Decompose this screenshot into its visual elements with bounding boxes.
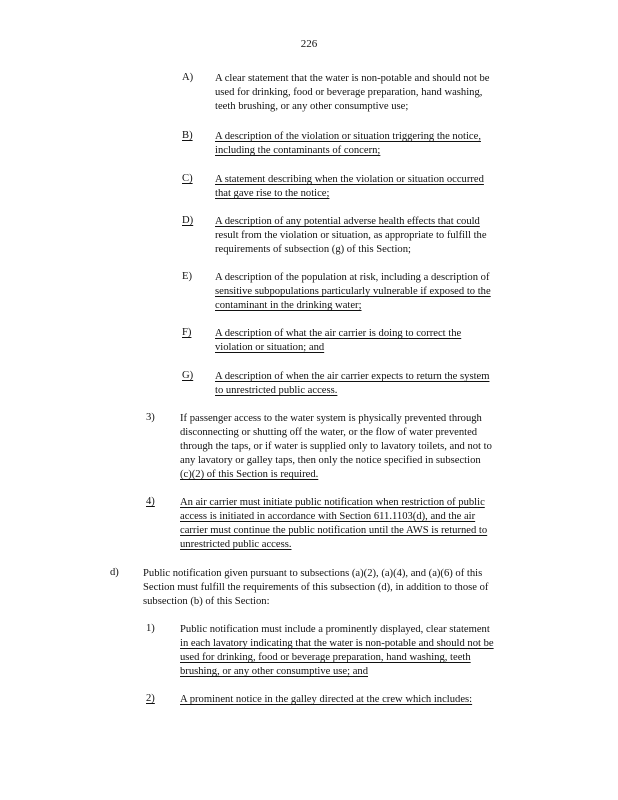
item-text: A clear statement that the water is non-potable and should not be used for drinking, food or beverage preparation, hand washing, teeth brushing, or any other consumptive use; xyxy=(215,73,490,112)
item-text: A description of the population at risk, including a description of sensitive subpopulations particularly vulnerable if exposed to the contaminant in the drinking water; xyxy=(215,272,491,311)
item-label: A) xyxy=(182,72,194,83)
item-text: Public notification must include a prominently displayed, clear statement in each lavatory indicating that the water is non-potable and should not be used for drinking, food or beverage preparation, hand washing, teeth brushing, or any other consumptive use; and xyxy=(180,624,494,677)
item-text: If passenger access to the water system is physically prevented through disconnecting or shutting off the water, or the flow of water prevented through the taps, or if water is supplied only to lavatory toilets, and not to any lavatory or galley taps, then only the notice specified in subsection (c)(2) of this Section is required. xyxy=(180,413,492,480)
item-text: Public notification given pursuant to subsections (a)(2), (a)(4), and (a)(6) of this Section must fulfill the requirements of this subsection (d), in addition to those of subsection (b) of this Section: xyxy=(143,568,489,607)
item-text: A statement describing when the violation or situation occurred that gave rise to the notice; xyxy=(215,174,484,199)
item-label: 2) xyxy=(146,693,155,704)
item-label: E) xyxy=(182,271,192,282)
item-text: A description of what the air carrier is doing to correct the violation or situation; and xyxy=(215,328,462,353)
item-label: 4) xyxy=(146,496,155,507)
item-label: C) xyxy=(182,173,193,184)
item-text: A description of the violation or situation triggering the notice, including the contaminants of concern; xyxy=(215,131,481,156)
item-text: An air carrier must initiate public notification when restriction of public access is initiated in accordance with Section 611.1103(d), and the air carrier must continue the public notification until the AWS is returned to unrestricted public access. xyxy=(180,497,488,550)
page-number: 226 xyxy=(300,38,318,50)
item-label: d) xyxy=(110,567,119,578)
item-text: A description of any potential adverse health effects that could result from the violation or situation, as appropriate to fulfill the requirements of subsection (g) of this Section; xyxy=(215,216,487,255)
item-text: A description of when the air carrier expects to return the system to unrestricted public access. xyxy=(215,371,490,396)
item-label: B) xyxy=(182,130,193,141)
item-label: G) xyxy=(182,370,194,381)
item-label: 1) xyxy=(146,623,155,634)
item-label: D) xyxy=(182,215,194,226)
item-label: 3) xyxy=(146,412,155,423)
item-label: F) xyxy=(182,327,192,338)
item-text: A prominent notice in the galley directed at the crew which includes: xyxy=(180,694,473,705)
